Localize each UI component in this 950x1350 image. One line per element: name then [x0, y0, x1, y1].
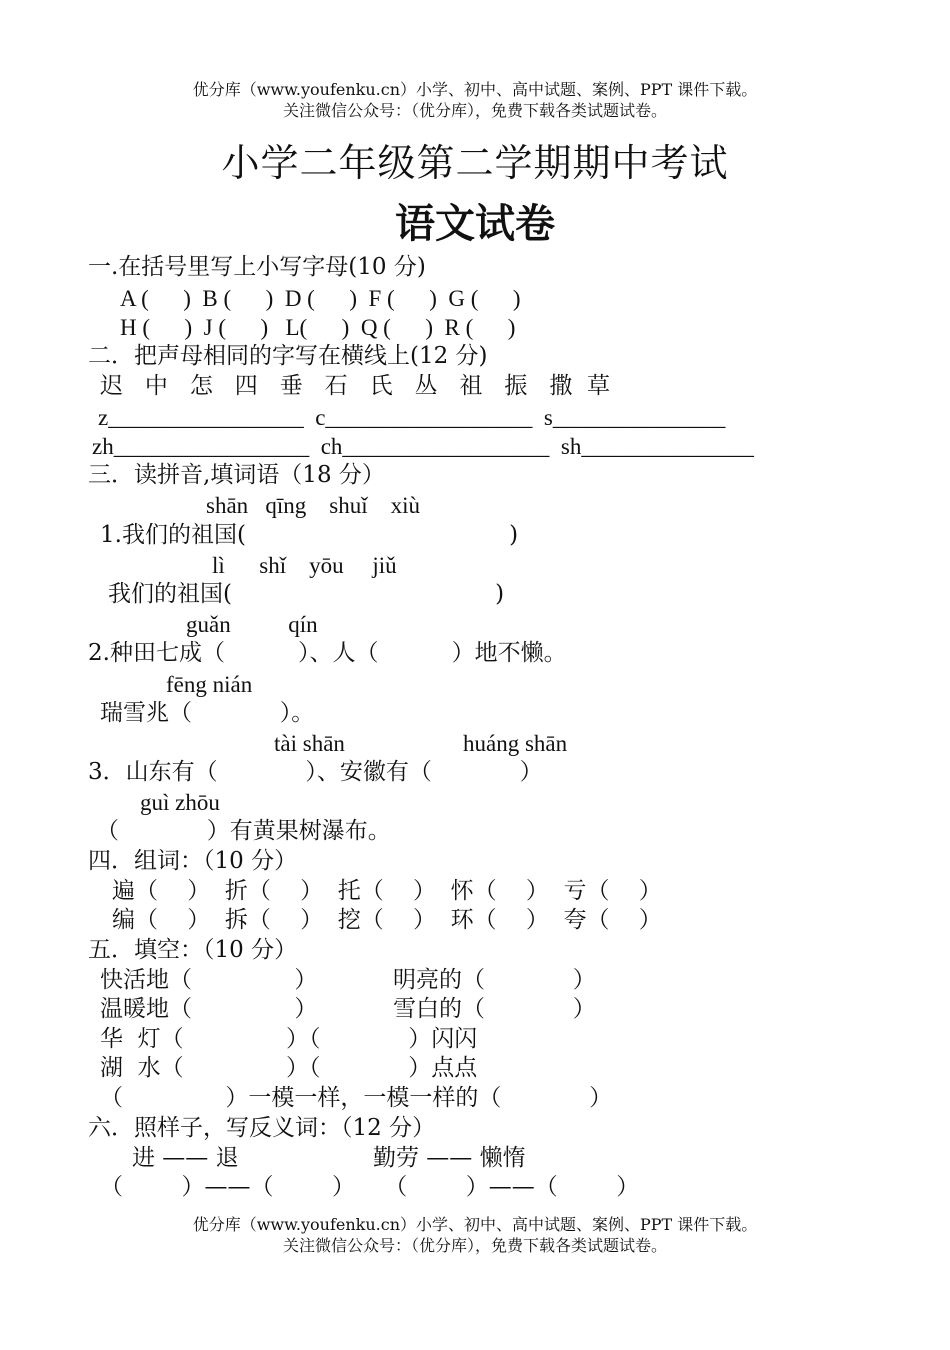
section-2-characters: 迟 中 怎 四 垂 石 氏 丛 祖 振 撒 草	[100, 373, 610, 399]
pinyin-shan-qing-shui-xiu: shān qīng shuǐ xiù	[206, 493, 421, 518]
antonym-blanks: （ ）——（ ） （ ）——（ ）	[100, 1174, 640, 1200]
header-line-2: 关注微信公众号：（优分库），免费下载各类试题试卷。	[282, 101, 667, 120]
section-2-heading: 二．把声母相同的字写在横线上(12 分)	[88, 343, 488, 369]
pinyin-feng-nian: fēng nián	[166, 672, 253, 697]
section-4-heading: 四．组词：（10 分）	[88, 848, 298, 874]
fill-xuebaide: 雪白的（ ）	[393, 996, 596, 1022]
pinyin-huang-shan: huáng shān	[463, 731, 568, 756]
fill-huadeng: 华 灯（ ）（ ）闪闪	[100, 1026, 478, 1052]
pinyin-gui-zhou: guì zhōu	[140, 790, 220, 815]
section-3-heading: 三．读拼音,填词语（18 分）	[88, 462, 385, 488]
footer-line-1: 优分库（www.youfenku.cn）小学、初中、高中试题、案例、PPT 课件下载。	[192, 1215, 758, 1234]
section-5-heading: 五．填空：（10 分）	[88, 937, 298, 963]
fill-yimuyiyang: （ ）一模一样，一模一样的（ ）	[100, 1085, 613, 1111]
fill-kuaihuodi: 快活地（ ）	[100, 967, 318, 993]
fill-wennuandi: 温暖地（ ）	[100, 996, 318, 1022]
pinyin-guan-qin: guǎn qín	[186, 612, 318, 637]
question-3a: 3．山东有（ ）、安徽有（ ）	[88, 759, 543, 785]
pinyin-tai-shan: tài shān	[274, 731, 345, 756]
fill-hushui: 湖 水（ ）（ ）点点	[100, 1055, 478, 1081]
section-4-row-1: 遍（ ） 折（ ） 托（ ） 怀（ ） 亏（ ）	[112, 878, 662, 904]
question-1a: 1.我们的祖国( )	[100, 522, 519, 548]
page-subtitle: 语文试卷	[395, 200, 555, 247]
section-1-row-1: A ( ) B ( ) D ( ) F ( ) G ( )	[120, 286, 521, 311]
section-6-heading: 六．照样子，写反义词：（12 分）	[88, 1115, 436, 1141]
antonym-example-1: 进 —— 退	[132, 1145, 239, 1171]
section-4-row-2: 编（ ） 拆（ ） 挖（ ） 环（ ） 夸（ ）	[112, 907, 662, 933]
footer-line-2: 关注微信公众号：（优分库），免费下载各类试题试卷。	[282, 1236, 667, 1255]
section-2-blanks-row-1: z_________________ c__________________ s_______________	[98, 405, 726, 430]
question-2b: 瑞雪兆（ ）。	[100, 700, 315, 726]
section-1-heading: 一.在括号里写上小写字母(10 分)	[88, 254, 426, 280]
fill-mingliangde: 明亮的（ ）	[393, 967, 596, 993]
header-line-1: 优分库（www.youfenku.cn）小学、初中、高中试题、案例、PPT 课件下载。	[192, 80, 758, 99]
antonym-example-2: 勤劳 —— 懒惰	[373, 1145, 526, 1171]
section-2-blanks-row-2: zh_________________ ch__________________ sh_______________	[92, 434, 754, 459]
page-title: 小学二年级第二学期期中考试	[221, 141, 729, 185]
question-2a: 2.种田七成（ ）、人（ ）地不懒。	[88, 640, 567, 666]
section-1-row-2: H ( ) J ( ) L( ) Q ( ) R ( )	[120, 315, 516, 340]
question-3b: （ ）有黄果树瀑布。	[96, 818, 391, 844]
pinyin-li-shi-you-jiu: lì shǐ yōu jiǔ	[212, 553, 397, 578]
question-1b: 我们的祖国( )	[108, 581, 505, 607]
